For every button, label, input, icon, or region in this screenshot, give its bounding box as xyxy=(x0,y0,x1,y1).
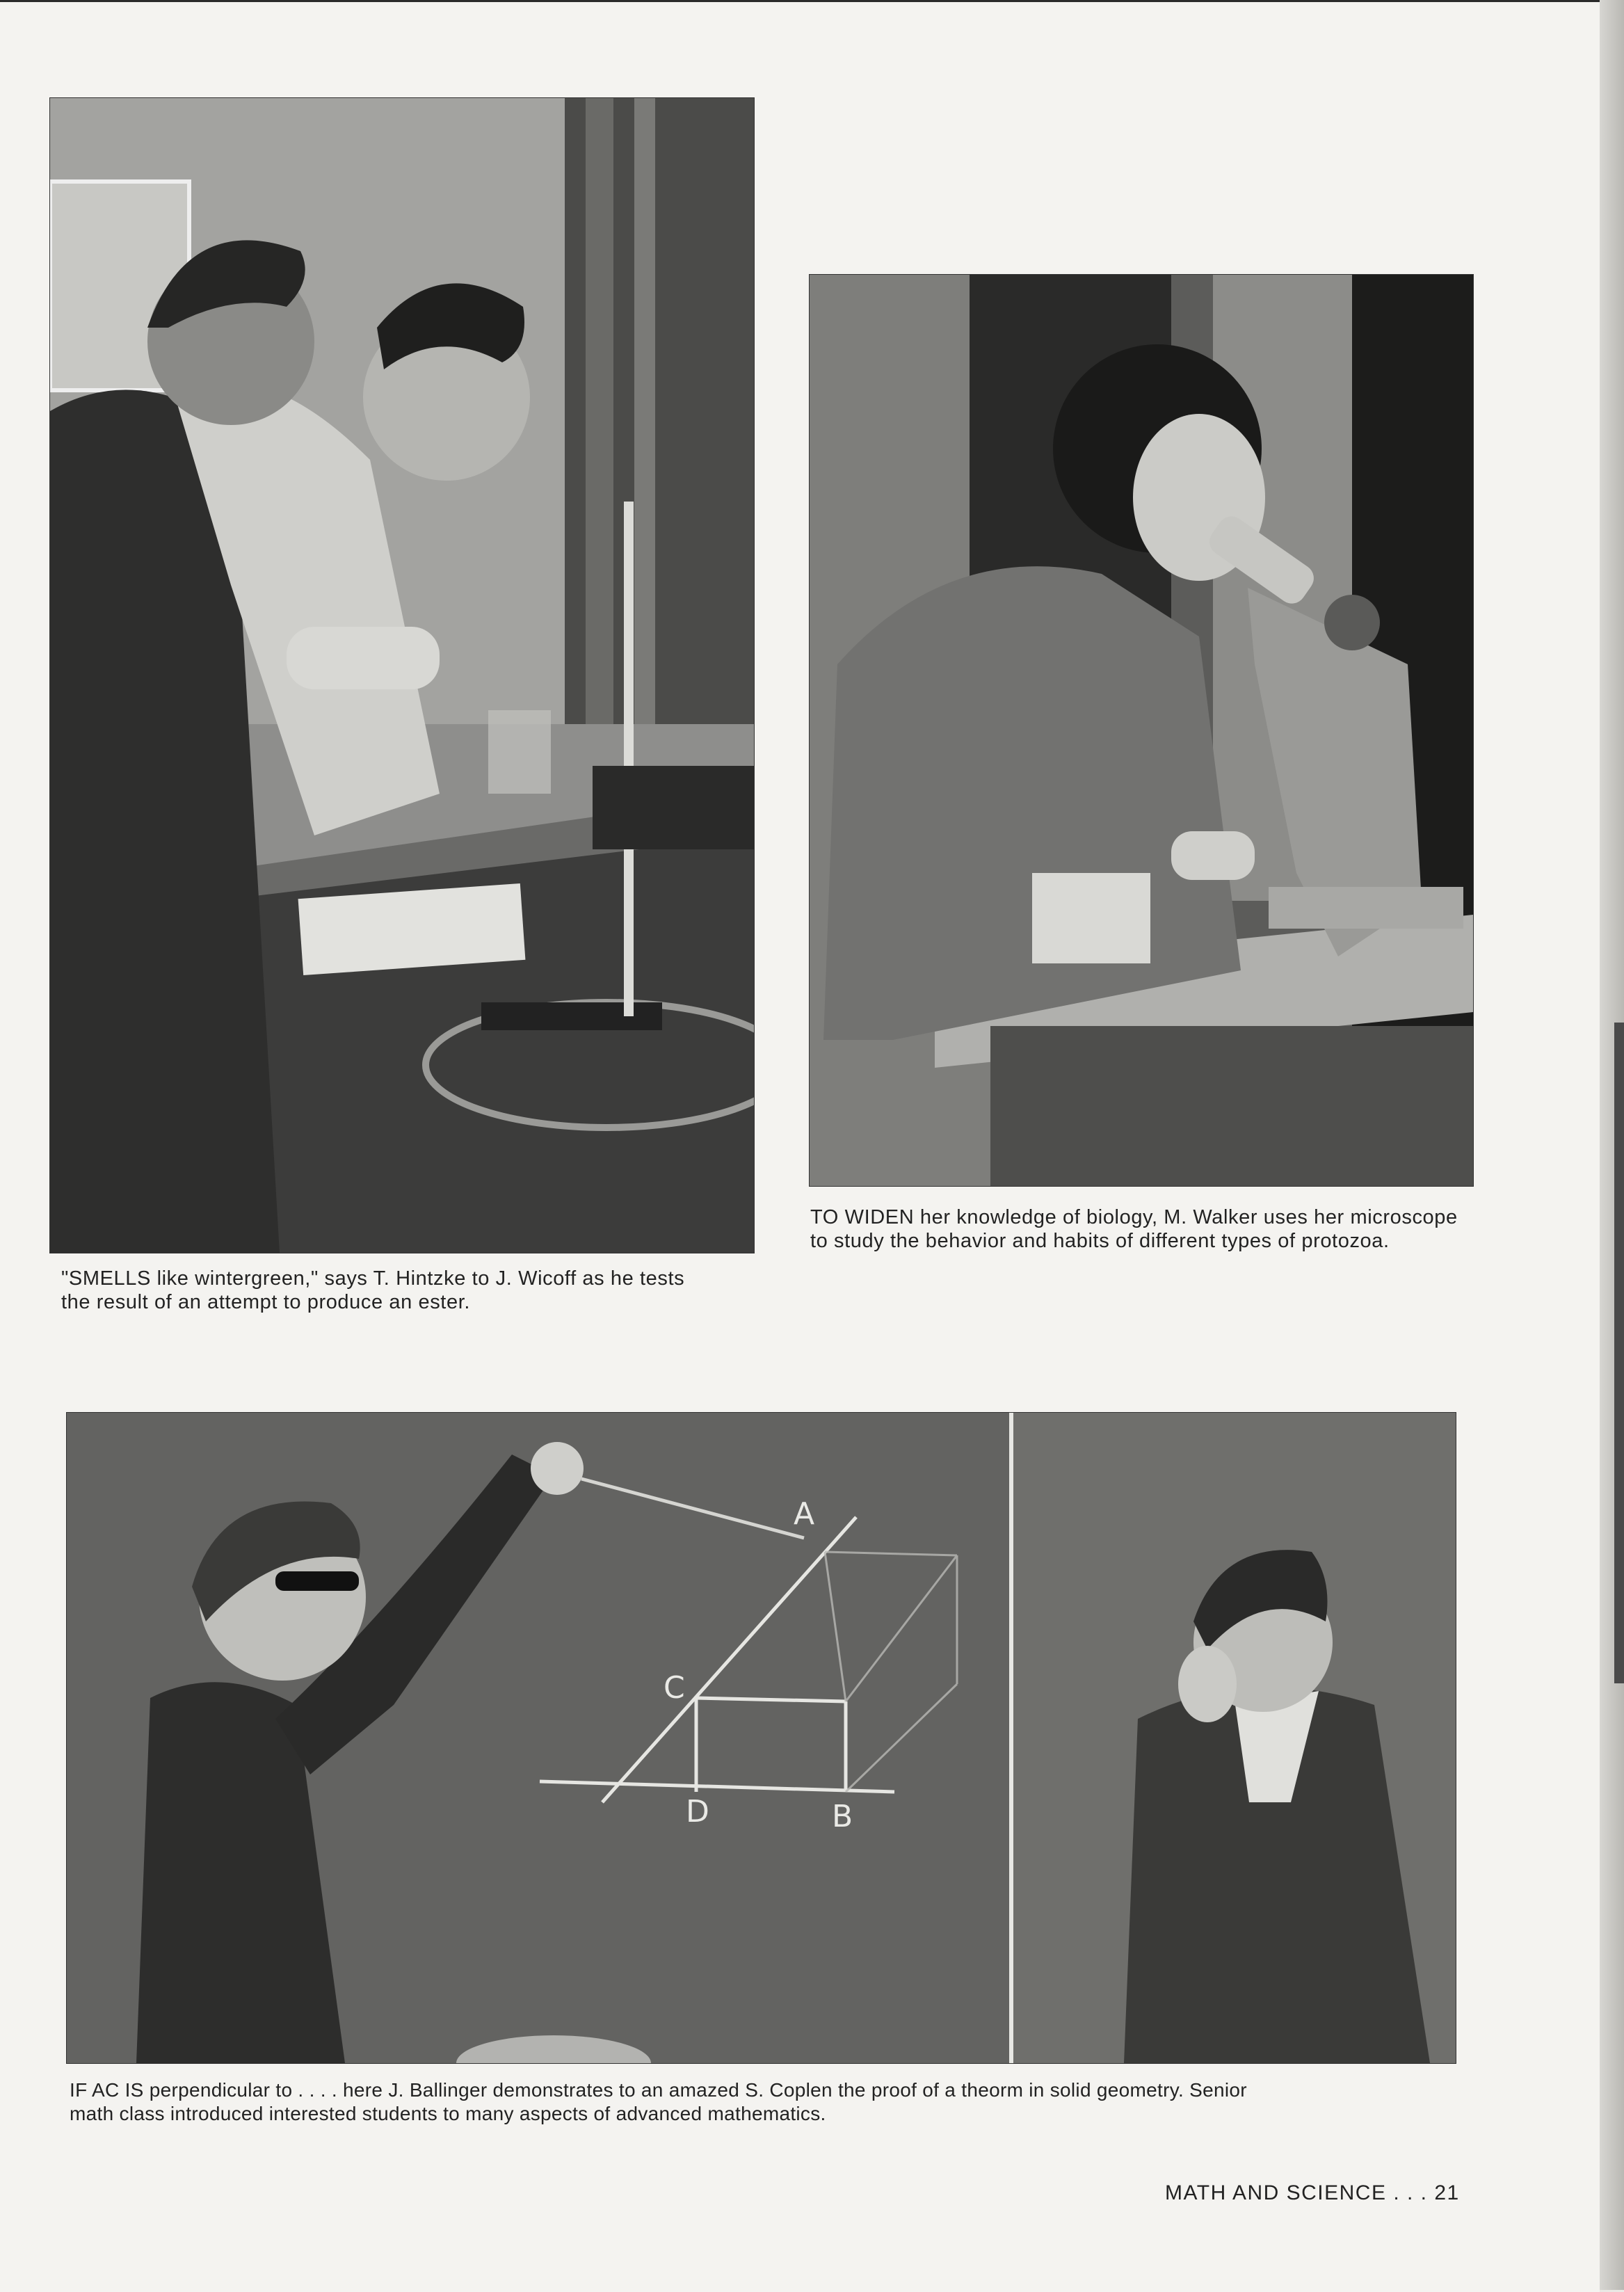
chemistry-caption-line-2: the result of an attempt to produce an ester. xyxy=(61,1291,471,1313)
geometry-caption xyxy=(70,2078,1247,2126)
biology-caption-line-1: TO WIDEN her knowledge of biology, M. Walker uses her microscope xyxy=(810,1206,1458,1228)
chalk-label-c: C xyxy=(664,1670,685,1706)
chalk-label-b: B xyxy=(832,1799,853,1834)
chemistry-caption xyxy=(61,1267,684,1314)
folio-section: MATH AND SCIENCE xyxy=(1165,2181,1387,2204)
page-edge-tab xyxy=(1614,1023,1624,1683)
geometry-chalkboard-photo xyxy=(67,1413,1456,2063)
geometry-caption-line-1: IF AC IS perpendicular to . . . . here J. Ballinger demonstrates to an amazed S. Coplen the proof of a theorm in solid geometry. Senior xyxy=(70,2079,1247,2101)
page-folio xyxy=(1165,2181,1460,2205)
biology-caption-line-2: to study the behavior and habits of different types of protozoa. xyxy=(810,1230,1390,1252)
chalk-label-d: D xyxy=(686,1794,709,1829)
biology-caption xyxy=(810,1205,1458,1253)
chemistry-caption-line-1: "SMELLS like wintergreen," says T. Hintzke to J. Wicoff as he tests xyxy=(61,1267,685,1290)
chalk-label-a: A xyxy=(794,1496,815,1532)
biology-microscope-photo xyxy=(810,275,1473,1186)
chemistry-lab-photo xyxy=(50,98,754,1253)
folio-page-number: 21 xyxy=(1434,2181,1460,2204)
geometry-caption-line-2: math class introduced interested students to many aspects of advanced mathematics. xyxy=(70,2103,826,2124)
folio-separator: . . . xyxy=(1393,2181,1428,2204)
